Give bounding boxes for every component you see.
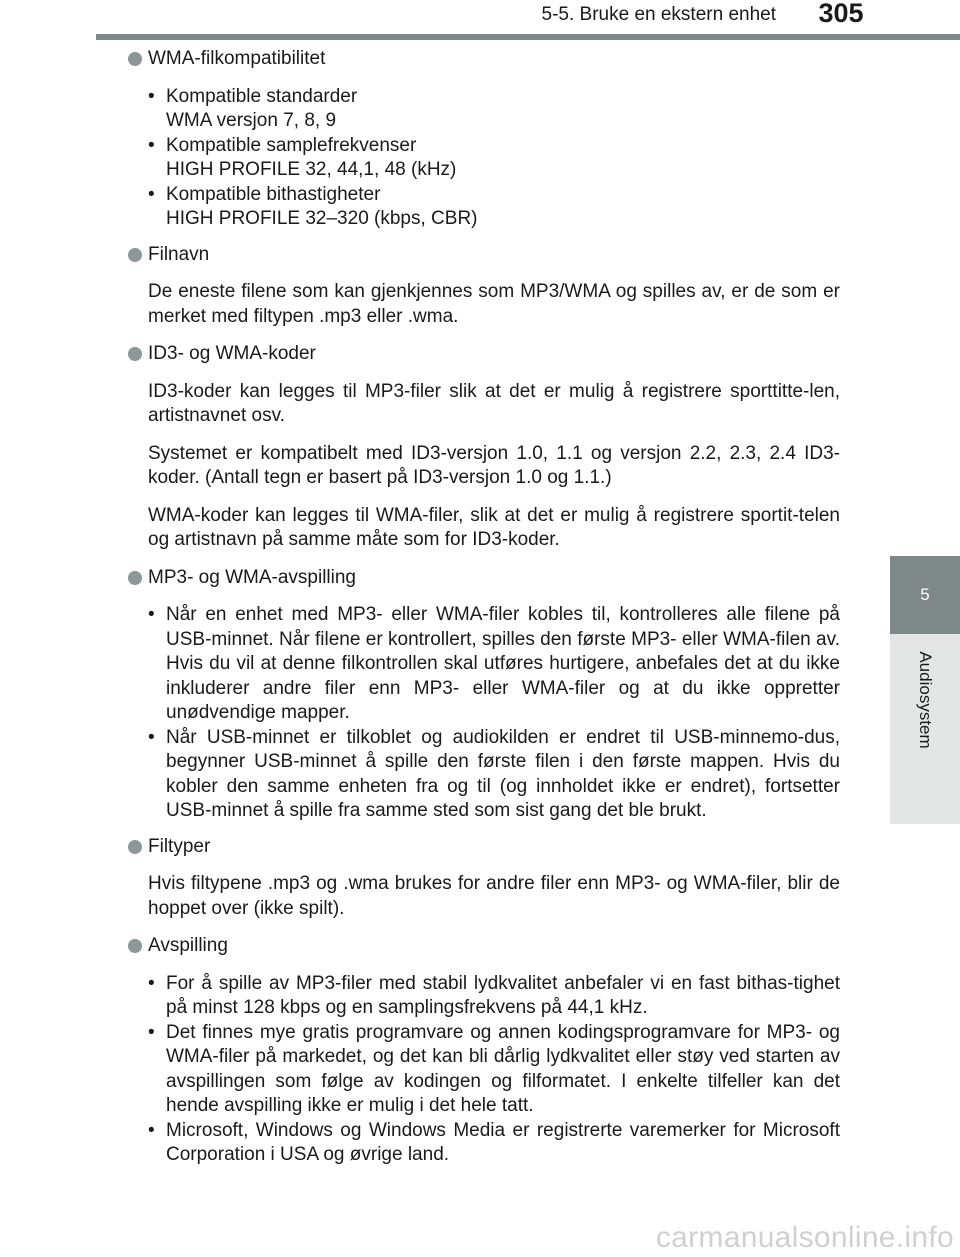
paragraph: Systemet er kompatibelt med ID3-versjon 1.0, 1.1 og versjon 2.2, 2.3, 2.4 ID3-koder. (Antall tegn er basert på ID3-versjon 1.0 og 1.1.) (148, 442, 840, 488)
header-rule (96, 34, 960, 40)
avspilling-list (128, 972, 840, 1168)
chapter-tab (890, 556, 960, 634)
list-bullet: • (148, 1119, 155, 1141)
list-bullet: • (148, 183, 155, 205)
list-item: • Microsoft, Windows og Windows Media er registrerte varemerker for Microsoft Corporation i USA og øvrige land. (148, 1119, 840, 1165)
playback-list (128, 603, 840, 824)
list-bullet: • (148, 1021, 155, 1043)
paragraph: ID3-koder kan legges til MP3-filer slik at det er mulig å registrere sporttitte-len, artistnavnet osv. (148, 380, 840, 426)
page-content (128, 47, 840, 1179)
wma-compat-list (128, 85, 840, 232)
list-bullet: • (148, 972, 155, 994)
page-number: 305 (818, 0, 864, 28)
list-item: • Kompatible standarder WMA versjon 7, 8, 9 (148, 85, 358, 131)
list-bullet: • (148, 85, 155, 107)
section-heading-filtyper: Filtyper (128, 835, 840, 860)
paragraph: Hvis filtypene .mp3 og .wma brukes for andre filer enn MP3- og WMA-filer, blir de hoppet over (ikke spilt). (148, 873, 840, 919)
paragraph: WMA-koder kan legges til WMA-filer, slik at det er mulig å registrere sportit-telen og artistnavn på samme måte som for ID3-koder. (148, 504, 840, 550)
bullet-circle-icon (128, 571, 142, 585)
section-heading-avspilling: Avspilling (128, 934, 840, 959)
bullet-circle-icon (128, 939, 142, 953)
bullet-circle-icon (128, 840, 142, 854)
list-bullet: • (148, 726, 155, 748)
section-heading-filnavn: Filnavn (128, 243, 840, 268)
list-bullet: • (148, 604, 155, 625)
list-item: • For å spille av MP3-filer med stabil lydkvalitet anbefaler vi en fast bithas-tighet på minst 128 kbps og en samplingsfrekvens på 44,1 kHz. (148, 972, 840, 1018)
list-item: • Når en enhet med MP3- eller WMA-filer kobles til, kontrolleres alle filene på USB-minnet. Når filene er kontrollert, spilles den første MP3- eller WMA-filen av. Hvis du vil at denne filkontrollen skal utføres hurtigere, anbefales det at du ikke inkluderer andre filer enn MP3- eller WMA-filer og at du ikke oppretter unødvendige mapper. (148, 604, 840, 723)
list-bullet: • (148, 134, 155, 156)
chapter-label: Audiosystem (916, 651, 935, 749)
bullet-circle-icon (128, 248, 142, 262)
list-item: • Når USB-minnet er tilkoblet og audiokilden er endret til USB-minnemo-dus, begynner USB-minnet å spille den første filen i den første mappen. Hvis du kobler den samme enheten fra og til (og innholdet ikke er endret), fortsetter USB-minnet å spille fra samme sted som sist gang det ble brukt. (148, 726, 840, 821)
section-heading-playback: MP3- og WMA-avspilling (128, 566, 840, 591)
section-heading-wma: WMA-filkompatibilitet (128, 47, 840, 72)
bullet-circle-icon (128, 347, 142, 361)
chapter-number: 5 (920, 585, 930, 604)
section-heading-id3: ID3- og WMA-koder (128, 342, 840, 367)
list-item: • Det finnes mye gratis programvare og annen kodingsprogramvare for MP3- og WMA-filer på markedet, og det kan bli dårlig lydkvalitet eller støy ved starten av avspillingen som følge av kodingen og filformatet. I enkelte tilfeller kan det hende avspilling ikke er mulig i det hele tatt. (148, 1021, 840, 1116)
list-item: • Kompatible bithastigheter HIGH PROFILE 32–320 (kbps, CBR) (148, 183, 478, 229)
section-title: 5-5. Bruke en ekstern enhet (541, 4, 776, 25)
paragraph: De eneste filene som kan gjenkjennes som MP3/WMA og spilles av, er de som er merket med filtypen .mp3 eller .wma. (148, 281, 840, 327)
bullet-circle-icon (128, 52, 142, 66)
list-item: • Kompatible samplefrekvenser HIGH PROFILE 32, 44,1, 48 (kHz) (148, 134, 457, 180)
watermark: carmanualsonline.info (655, 1221, 954, 1254)
